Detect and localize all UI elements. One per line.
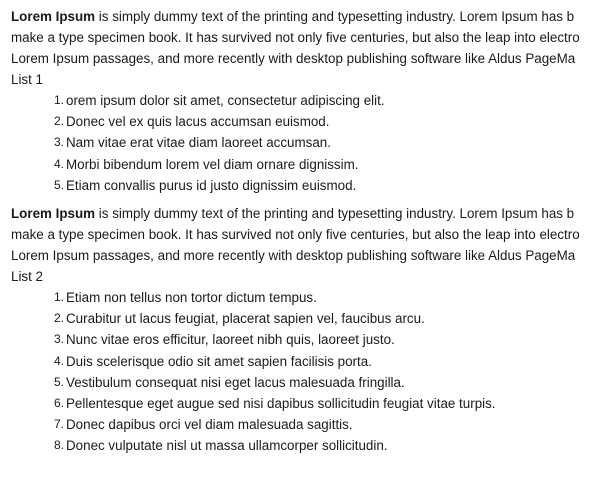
list-item — [11, 287, 600, 308]
list-item — [11, 154, 600, 175]
list-item — [11, 351, 600, 372]
list-item-number: 6. — [53, 396, 64, 411]
paragraph-line: Lorem Ipsum passages, and more recently with desktop publishing software like Aldus PageMa — [11, 248, 576, 264]
paragraph-line: make a type specimen book. It has survived not only five centuries, but also the leap into electro — [11, 227, 580, 243]
list-item-text: Vestibulum consequat nisi eget lacus malesuada fringilla. — [66, 374, 405, 390]
paragraph-bold-term: Lorem Ipsum — [11, 9, 96, 24]
list-item-text: Nunc vitae eros efficitur, laoreet nibh quis, laoreet justo. — [66, 332, 395, 348]
list-item-text: orem ipsum dolor sit amet, consectetur adipiscing elit. — [66, 93, 385, 108]
list-item-number: 7. — [53, 417, 64, 432]
paragraph-line — [11, 203, 600, 224]
list-item-text: Nam vitae erat vitae diam laoreet accumsan. — [66, 135, 331, 151]
paragraph-line — [11, 6, 600, 27]
list-item-number: 8. — [53, 438, 64, 453]
intro-paragraph-1 — [11, 6, 600, 69]
list-item — [11, 132, 600, 153]
section-1 — [11, 6, 600, 196]
paragraph-line: Lorem Ipsum passages, and more recently with desktop publishing software like Aldus PageMa — [11, 51, 576, 66]
list-item — [11, 90, 600, 111]
list-item — [11, 372, 600, 393]
list-item — [11, 414, 600, 435]
list-item-text: Etiam non tellus non tortor dictum tempus. — [66, 290, 317, 306]
ordered-list-1 — [11, 90, 600, 196]
document-body — [11, 6, 600, 457]
list-item-text: Duis scelerisque odio sit amet sapien facilisis porta. — [66, 353, 372, 369]
list-1-label: List 1 — [11, 72, 44, 87]
list-item — [11, 308, 600, 329]
paragraph-line-rest: is simply dummy text of the printing and typesetting industry. Lorem Ipsum has b — [95, 206, 575, 222]
list-item-number: 1. — [53, 290, 64, 305]
list-item-text: Curabitur ut lacus feugiat, placerat sapien vel, faucibus arcu. — [66, 311, 425, 327]
list-item-number: 5. — [53, 177, 64, 192]
list-item-number: 3. — [53, 332, 64, 347]
list-item — [11, 393, 600, 414]
section-2 — [11, 203, 600, 457]
intro-paragraph-2 — [11, 203, 600, 266]
ordered-list-2 — [11, 287, 600, 457]
list-item — [11, 111, 600, 132]
list-item-number: 2. — [53, 114, 64, 129]
list-item-number: 3. — [53, 135, 64, 150]
list-item-text: Donec dapibus orci vel diam malesuada sagittis. — [66, 417, 353, 433]
list-item-text: Donec vulputate nisl ut massa ullamcorper sollicitudin. — [66, 438, 388, 454]
paragraph-line-rest: is simply dummy text of the printing and typesetting industry. Lorem Ipsum has b — [95, 9, 575, 24]
paragraph-line: make a type specimen book. It has survived not only five centuries, but also the leap into electro — [11, 30, 580, 45]
paragraph-bold-term: Lorem Ipsum — [11, 206, 96, 222]
list-item-text: Etiam convallis purus id justo dignissim euismod. — [66, 177, 357, 193]
list-item-number: 2. — [53, 311, 64, 326]
list-item-number: 5. — [53, 374, 64, 389]
list-item-number: 4. — [53, 353, 64, 368]
list-item — [11, 329, 600, 350]
list-item-text: Donec vel ex quis lacus accumsan euismod. — [66, 114, 330, 130]
list-item — [11, 175, 600, 196]
list-item-number: 4. — [53, 156, 64, 171]
list-2-label: List 2 — [11, 269, 44, 285]
list-item-text: Morbi bibendum lorem vel diam ornare dignissim. — [66, 156, 359, 172]
list-item — [11, 435, 600, 456]
list-item-text: Pellentesque eget augue sed nisi dapibus sollicitudin feugiat vitae turpis. — [66, 396, 496, 412]
list-item-number: 1. — [53, 93, 64, 107]
